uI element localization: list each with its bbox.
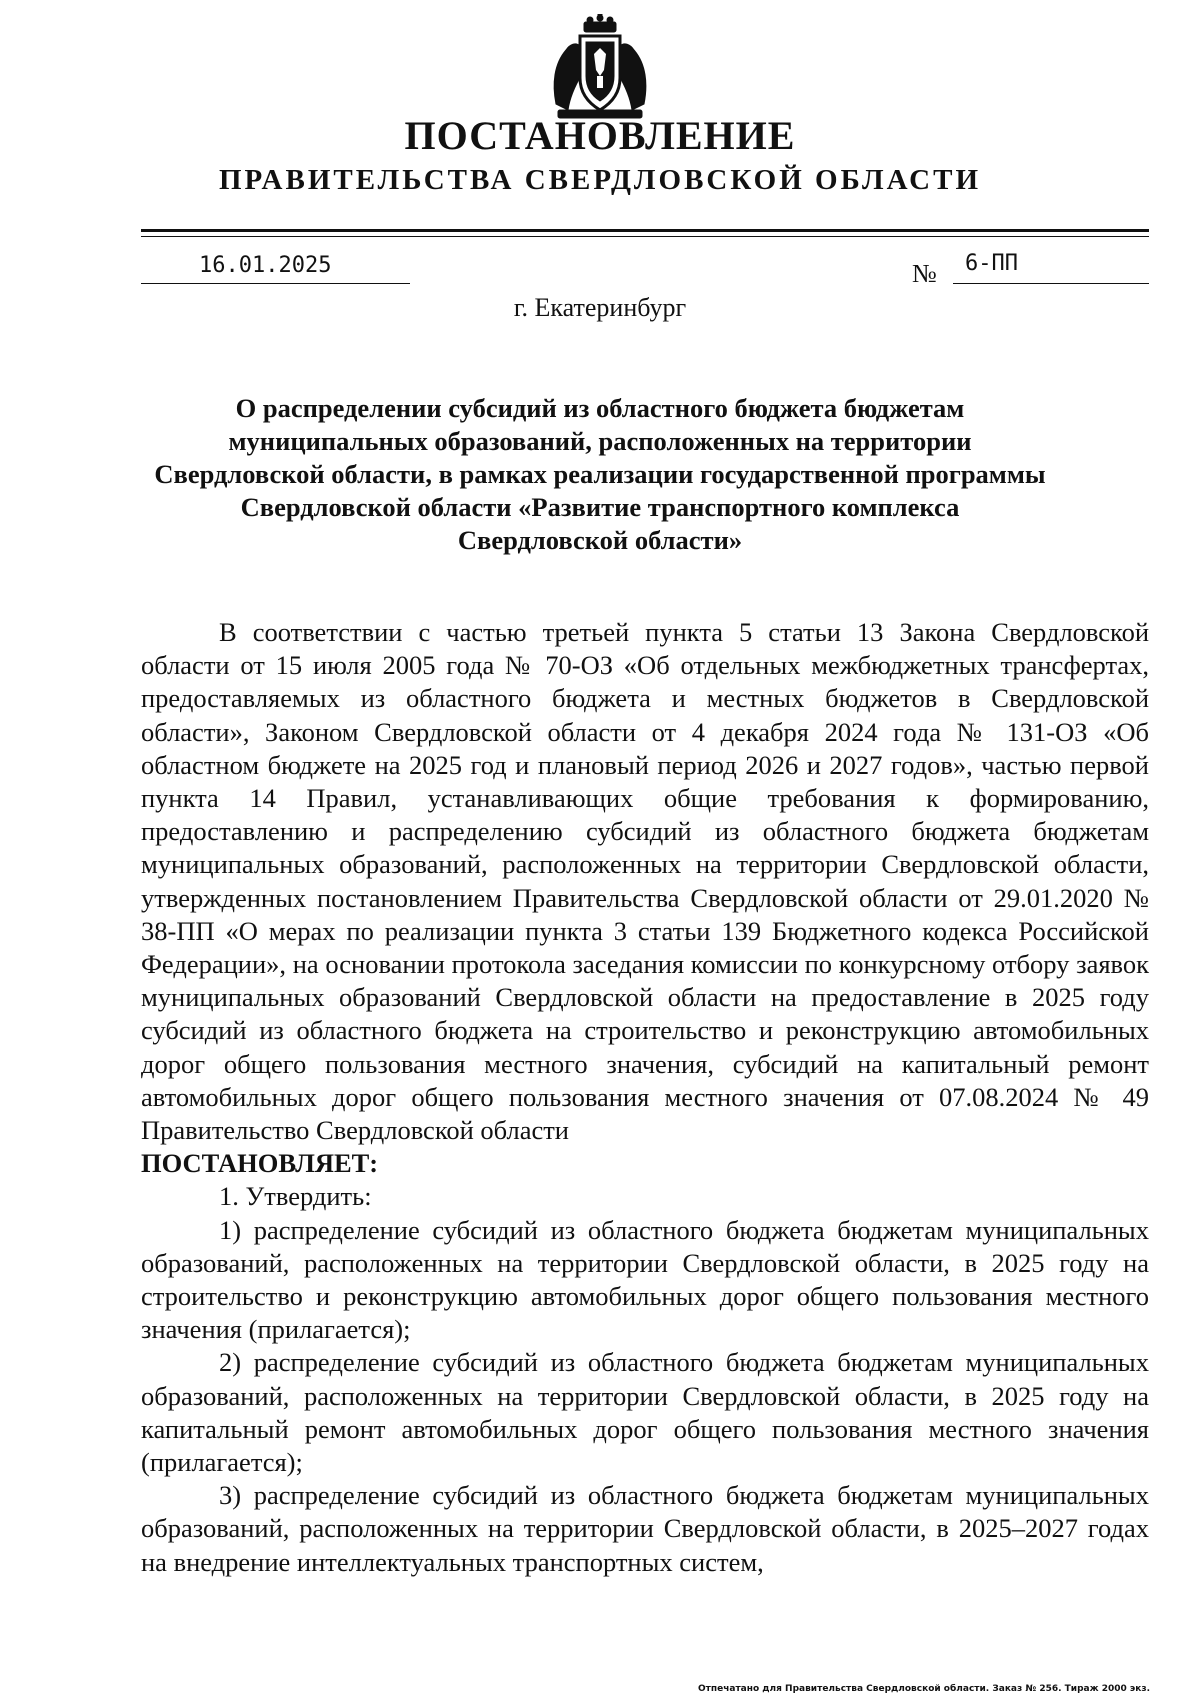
heading-line: муниципальных образований, расположенных на территории: [228, 426, 972, 456]
date-field: 16.01.2025: [141, 252, 410, 284]
decree-word: ПОСТАНОВЛЯЕТ:: [141, 1148, 379, 1179]
document-title: ПОСТАНОВЛЕНИЕ: [404, 113, 796, 158]
heading-line: О распределении субсидий из областного бюджета бюджетам: [235, 393, 965, 423]
number-sign: №: [912, 259, 937, 288]
issuer-title: ПРАВИТЕЛЬСТВА СВЕРДЛОВСКОЙ ОБЛАСТИ: [218, 164, 982, 196]
heading-line: Свердловской области»: [457, 525, 743, 555]
document-number-field: 6-ПП: [953, 250, 1149, 284]
city-label: г. Екатеринбург: [513, 293, 687, 322]
header-rule-thick: [141, 229, 1149, 232]
subitem-1: 1) распределение субсидий из областного бюджета бюджетам муниципальных образований, расположенных на территории Свердловской области, в 2025 году на строительство и реконструкцию автомобильных дорог общего пользования местного значения (прилагается);: [141, 1214, 1149, 1345]
document-body: [141, 616, 1149, 1579]
document-heading: [150, 392, 1050, 557]
print-footer: Отпечатано для Правительства Свердловской области. Заказ № 256. Тираж 2000 экз.: [698, 1684, 1150, 1694]
heading-line: Свердловской области, в рамках реализации государственной программы: [154, 459, 1046, 489]
item-1: 1. Утвердить:: [219, 1181, 372, 1212]
subitem-3: 3) распределение субсидий из областного бюджета бюджетам муниципальных образований, расположенных на территории Свердловской области, в 2025–2027 годах на внедрение интеллектуальных транспортных систем,: [141, 1480, 1149, 1577]
preamble-paragraph: В соответствии с частью третьей пункта 5 статьи 13 Закона Свердловской области от 15 июля 2005 года № 70-ОЗ «Об отдельных межбюджетных трансфертах, предоставляемых из областного бюджета и местных бюджетов в Свердловской области», Законом Свердловской области от 4 декабря 2024 года № 131-ОЗ «Об областном бюджете на 2025 год и плановый период 2026 и 2027 годов», частью первой пункта 14 Правил, устанавливающих общие требования к формированию, предоставлению и распределению субсидий из областного бюджета бюджетам муниципальных образований, расположенных на территории Свердловской области, утвержденных постановлением Правительства Свердловской области от 29.01.2020 № 38-ПП «О мерах по реализации пункта 3 статьи 139 Бюджетного кодекса Российской Федерации», на основании протокола заседания комиссии по конкурсному отбору заявок муниципальных образований Свердловской области на предоставление в 2025 году субсидий из областного бюджета на строительство и реконструкцию автомобильных дорог общего пользования местного значения, субсидий на капитальный ремонт автомобильных дорог общего пользования местного значения от 07.08.2024 № 49 Правительство Свердловской области: [141, 617, 1149, 1146]
subitem-2: 2) распределение субсидий из областного бюджета бюджетам муниципальных образований, расположенных на территории Свердловской области, в 2025 году на капитальный ремонт автомобильных дорог общего пользования местного значения (прилагается);: [141, 1347, 1149, 1478]
header-rule-thin: [141, 236, 1149, 237]
coat-of-arms-emblem: [546, 14, 654, 122]
heading-line: Свердловской области «Развитие транспортного комплекса: [240, 492, 960, 522]
